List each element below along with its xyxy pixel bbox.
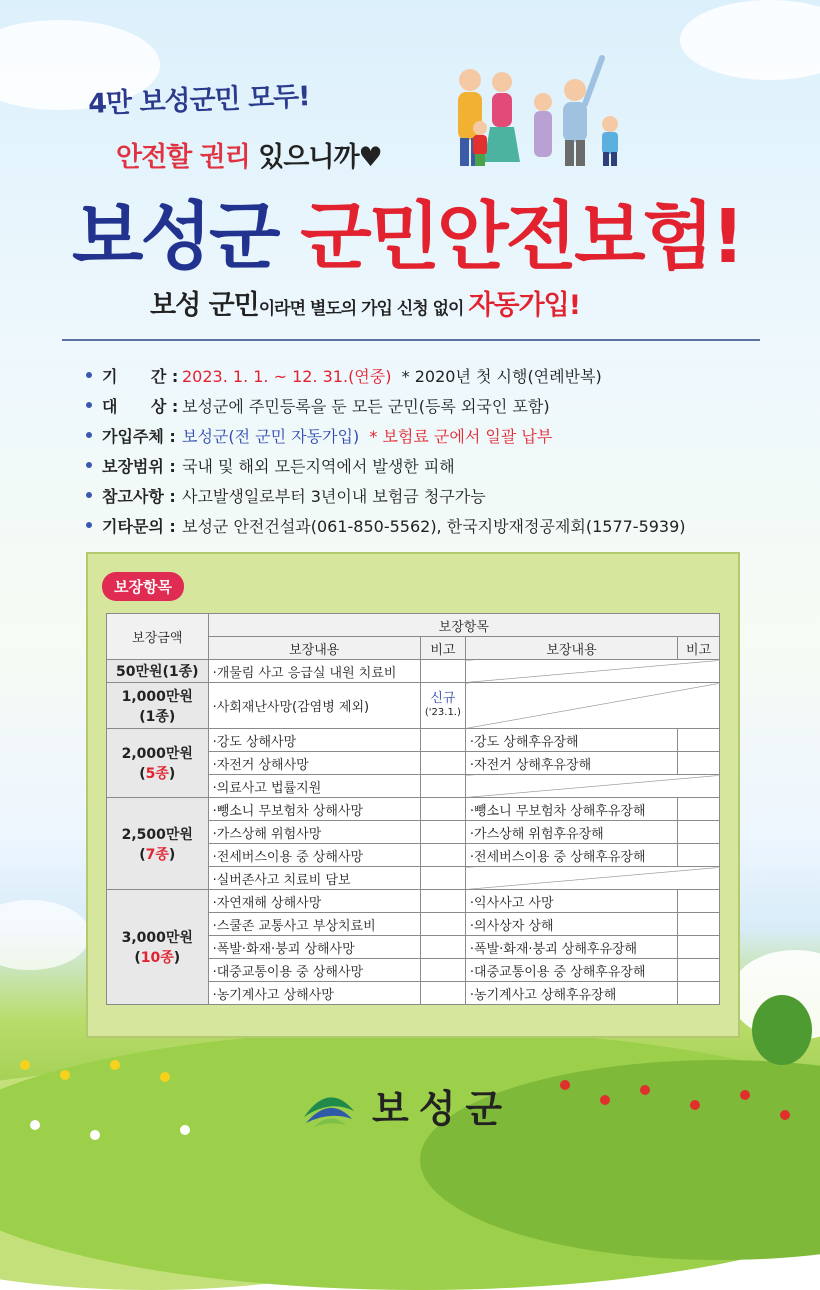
amount-count-num: 5종 xyxy=(145,766,169,782)
info-row-coverage xyxy=(86,450,786,480)
header-note: 비고 xyxy=(420,637,465,660)
note-cell xyxy=(678,821,720,844)
coverage-cell: ·전세버스이용 중 상해사망 xyxy=(208,844,420,867)
info-value: 2023. 1. 1. ~ 12. 31.(연중) xyxy=(182,366,392,386)
info-value: 보성군(전 군민 자동가입) xyxy=(182,426,360,446)
coverage-cell: ·폭발·화재·붕괴 상해후유장해 xyxy=(465,936,677,959)
header-items: 보장항목 xyxy=(208,614,719,637)
amount-count xyxy=(111,763,204,783)
amount-count-open: ( xyxy=(139,846,146,863)
coverage-cell: ·강도 상해사망 xyxy=(208,729,420,752)
info-row-inquiry xyxy=(86,510,786,540)
subtitle-part1: 보성 군민 xyxy=(150,290,259,321)
amount-count xyxy=(111,844,204,864)
coverage-cell: ·뺑소니 무보험차 상해사망 xyxy=(208,798,420,821)
table-row xyxy=(107,660,720,683)
coverage-table xyxy=(106,613,720,1005)
bullet-dot-icon xyxy=(86,372,92,378)
amount-cell xyxy=(107,683,209,729)
note-cell xyxy=(420,660,465,683)
info-value: 보성군에 주민등록을 둔 모든 군민(등록 외국인 포함) xyxy=(182,396,550,416)
info-label: 참고사항 : xyxy=(102,486,176,506)
bullet-dot-icon xyxy=(86,432,92,438)
coverage-cell: ·자전거 상해사망 xyxy=(208,752,420,775)
headline-all-citizens: 4만 보성군민 모두! xyxy=(87,81,311,120)
note-cell xyxy=(420,844,465,867)
flower xyxy=(180,1125,190,1135)
note-cell xyxy=(420,775,465,798)
note-cell xyxy=(678,936,720,959)
flower xyxy=(30,1120,40,1130)
amount-count-open: ( xyxy=(139,766,146,782)
amount-count xyxy=(111,947,204,967)
note-cell xyxy=(420,890,465,913)
coverage-cell: ·실버존사고 치료비 담보 xyxy=(208,867,420,890)
amount-count-num: 10종 xyxy=(140,950,174,966)
note-cell xyxy=(678,729,720,752)
note-cell xyxy=(678,890,720,913)
subtitle-part3: 자동가입! xyxy=(468,290,581,321)
coverage-cell: ·의사상자 상해 xyxy=(465,913,677,936)
coverage-cell: ·스쿨존 교통사고 부상치료비 xyxy=(208,913,420,936)
info-row-reference xyxy=(86,480,786,510)
info-note: * 보험료 군에서 일괄 납부 xyxy=(359,426,553,446)
flower xyxy=(20,1060,30,1070)
bullet-dot-icon xyxy=(86,462,92,468)
note-cell xyxy=(420,683,465,729)
tree xyxy=(752,995,812,1065)
coverage-cell: ·뺑소니 무보험차 상해후유장해 xyxy=(465,798,677,821)
note-cell xyxy=(420,959,465,982)
bullet-dot-icon xyxy=(86,522,92,528)
coverage-cell: ·강도 상해후유장해 xyxy=(465,729,677,752)
info-value: 보성군 안전건설과(061-850-5562), 한국지방재정공제회(1577-5939) xyxy=(182,516,686,536)
note-cell xyxy=(420,982,465,1005)
info-list xyxy=(86,360,786,540)
info-value: 사고발생일로부터 3년이내 보험금 청구가능 xyxy=(182,486,486,506)
coverage-cell: ·사회재난사망(감염병 제외) xyxy=(208,683,420,729)
footer-name: 보성군 xyxy=(372,1087,513,1131)
amount-value: 1,000만원 xyxy=(121,688,193,705)
info-row-subscriber xyxy=(86,420,786,450)
flower xyxy=(160,1072,170,1082)
boseong-emblem-icon xyxy=(300,1081,358,1131)
coverage-cell: ·가스상해 위험후유장해 xyxy=(465,821,677,844)
flower xyxy=(640,1085,650,1095)
coverage-cell: ·개물림 사고 응급실 내원 치료비 xyxy=(208,660,420,683)
coverage-cell: ·의료사고 법률지원 xyxy=(208,775,420,798)
table-header-row xyxy=(107,614,720,637)
flower xyxy=(740,1090,750,1100)
note-cell xyxy=(678,844,720,867)
info-note: * 2020년 첫 시행(연례반복) xyxy=(391,366,602,386)
info-label: 보장범위 : xyxy=(102,456,176,476)
note-cell xyxy=(678,959,720,982)
info-row-period xyxy=(86,360,786,390)
subtitle-part2: 이라면 별도의 가입 신청 없이 xyxy=(258,299,469,319)
note-cell xyxy=(678,913,720,936)
header-amount: 보장금액 xyxy=(107,614,209,660)
note-cell xyxy=(678,798,720,821)
coverage-cell: ·대중교통이용 중 상해후유장해 xyxy=(465,959,677,982)
coverage-cell: ·농기계사고 상해후유장해 xyxy=(465,982,677,1005)
footer xyxy=(300,1078,512,1133)
amount-value: 2,500만원 xyxy=(121,826,193,843)
info-label: 대 상 : xyxy=(102,396,179,416)
coverage-badge: 보장항목 xyxy=(102,572,184,601)
coverage-cell: ·농기계사고 상해사망 xyxy=(208,982,420,1005)
page-title-blue: 보성군 xyxy=(72,194,301,280)
headline-safety-right xyxy=(116,135,382,174)
amount-count-close: ) xyxy=(168,846,176,863)
flower xyxy=(780,1110,790,1120)
empty-cell xyxy=(465,660,719,683)
headline-safety-right-red: 안전할 권리 xyxy=(116,142,250,173)
subtitle xyxy=(150,283,580,322)
note-cell xyxy=(420,729,465,752)
bullet-dot-icon xyxy=(86,402,92,408)
note-cell xyxy=(678,752,720,775)
amount-count-num: 7종 xyxy=(145,846,169,863)
page-title xyxy=(72,178,742,284)
flower xyxy=(690,1100,700,1110)
new-badge: 신규 xyxy=(430,690,456,706)
info-label: 기 간 : xyxy=(102,366,179,386)
empty-cell xyxy=(465,683,719,729)
amount-count-close: ) xyxy=(173,950,181,966)
flower xyxy=(90,1130,100,1140)
headline-safety-right-dark: 있으니까♥ xyxy=(249,142,382,173)
info-row-target xyxy=(86,390,786,420)
coverage-cell: ·자연재해 상해사망 xyxy=(208,890,420,913)
new-date: ('23.1.) xyxy=(424,706,461,718)
header-content: 보장내용 xyxy=(208,637,420,660)
coverage-cell: ·대중교통이용 중 상해사망 xyxy=(208,959,420,982)
note-cell xyxy=(420,752,465,775)
note-cell xyxy=(420,821,465,844)
divider xyxy=(62,339,760,341)
amount-cell xyxy=(107,729,209,798)
coverage-cell: ·가스상해 위험사망 xyxy=(208,821,420,844)
amount-value: 3,000만원 xyxy=(121,930,193,946)
table-row xyxy=(107,798,720,821)
flower xyxy=(560,1080,570,1090)
flower xyxy=(60,1070,70,1080)
note-cell xyxy=(420,798,465,821)
table-row xyxy=(107,890,720,913)
amount-cell xyxy=(107,798,209,890)
note-cell xyxy=(420,936,465,959)
header-content: 보장내용 xyxy=(465,637,677,660)
page-title-red: 군민안전보험! xyxy=(300,194,742,280)
amount-count-open: ( xyxy=(134,950,141,966)
amount-cell xyxy=(107,890,209,1005)
flower xyxy=(110,1060,120,1070)
empty-cell xyxy=(465,867,719,890)
bullet-dot-icon xyxy=(86,492,92,498)
info-label: 기타문의 : xyxy=(102,516,176,536)
header-note: 비고 xyxy=(678,637,720,660)
flower xyxy=(600,1095,610,1105)
info-label: 가입주체 : xyxy=(102,426,176,446)
family-illustration xyxy=(440,40,640,170)
coverage-cell: ·폭발·화재·붕괴 상해사망 xyxy=(208,936,420,959)
amount-value: 2,000만원 xyxy=(121,746,193,762)
coverage-cell: ·전세버스이용 중 상해후유장해 xyxy=(465,844,677,867)
note-cell xyxy=(420,867,465,890)
coverage-cell: ·익사사고 사망 xyxy=(465,890,677,913)
info-value: 국내 및 해외 모든지역에서 발생한 피해 xyxy=(182,456,455,476)
table-row xyxy=(107,729,720,752)
amount-count: (1종) xyxy=(139,708,176,725)
amount-count-close: ) xyxy=(168,766,176,782)
empty-cell xyxy=(465,775,719,798)
table-row xyxy=(107,683,720,729)
amount-cell: 50만원(1종) xyxy=(107,660,209,683)
note-cell xyxy=(678,982,720,1005)
coverage-cell: ·자전거 상해후유장해 xyxy=(465,752,677,775)
note-cell xyxy=(420,913,465,936)
